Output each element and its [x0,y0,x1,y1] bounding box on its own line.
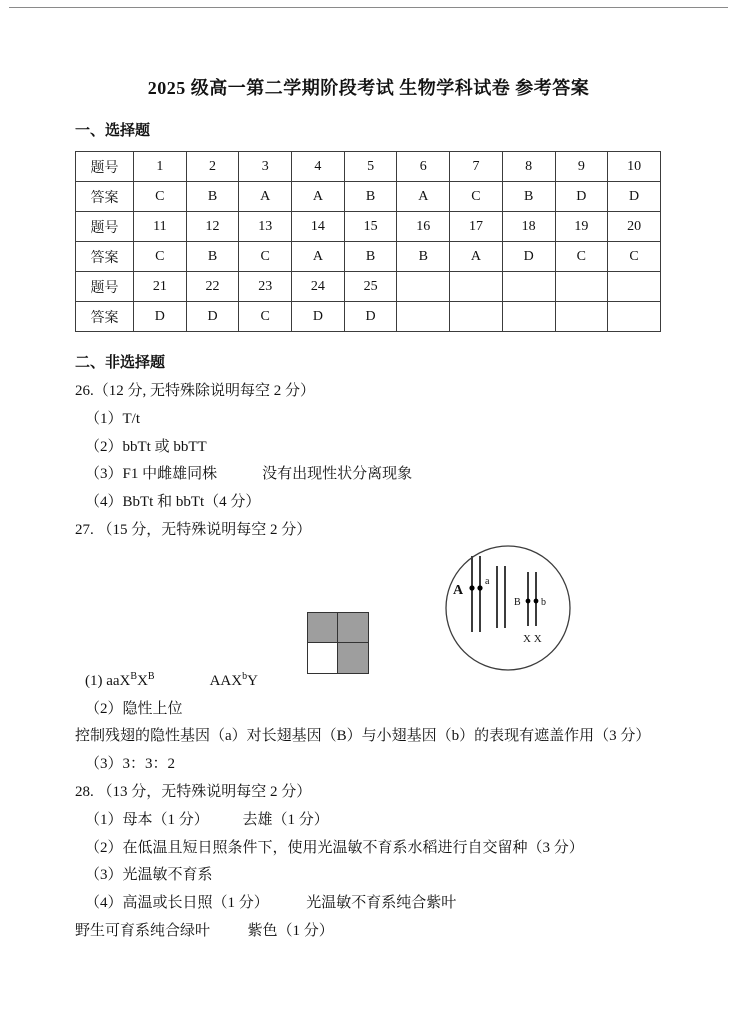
answer-cell: A [292,182,345,212]
answer-cell: 24 [292,272,345,302]
answer-cell: 5 [344,152,397,182]
answer-cell [397,302,450,332]
answer-cell: 10 [608,152,661,182]
answer-cell [555,302,608,332]
answer-cell [450,302,503,332]
answer-cell: 17 [450,212,503,242]
answer-cell: B [344,182,397,212]
answer-cell: 14 [292,212,345,242]
genotype-text: X [137,672,148,689]
question-28-header: 28. （13 分，无特殊说明每空 2 分） [75,783,312,800]
document-title: 2025 级高一第二学期阶段考试 生物学科试卷 参考答案 [147,78,590,98]
answer-cell: C [239,302,292,332]
answer-cell [608,302,661,332]
genotype-superscript: B [147,670,155,682]
answer-cell: B [502,182,555,212]
answer-cell: D [555,182,608,212]
genotype-text: (1) aaX [85,672,131,689]
q26-answer-4: （4）BbTt 和 bbTt（4 分） [85,494,261,511]
punnett-cell [338,613,368,643]
row-label-cell: 答案 [76,302,134,332]
punnett-cell [308,643,338,673]
row-label-cell: 题号 [76,152,134,182]
answer-cell: 18 [502,212,555,242]
gene-label-B: B [514,596,521,608]
answer-cell [555,272,608,302]
answer-cell: 11 [134,212,187,242]
answer-cell [397,272,450,302]
row-label-cell: 答案 [76,242,134,272]
answer-cell: 1 [134,152,187,182]
answer-cell: A [397,182,450,212]
question-27-header: 27. （15 分，无特殊说明每空 2 分） [75,521,312,538]
genotype-text: AAX [209,672,243,689]
answer-cell: 16 [397,212,450,242]
answer-cell: A [450,242,503,272]
answer-cell: 8 [502,152,555,182]
answer-cell: 12 [186,212,239,242]
q27-answer-2-note: 控制残翅的隐性基因（a）对长翅基因（B）与小翅基因（b）的表现有遮盖作用（3 分） [75,728,651,745]
answer-cell: C [555,242,608,272]
answer-cell: 13 [239,212,292,242]
answer-table-row [76,152,661,182]
answer-cell: 23 [239,272,292,302]
q27-answer-1 [75,670,663,690]
answer-cell: 15 [344,212,397,242]
chromosome-cell-figure [443,544,573,674]
answer-cell: 19 [555,212,608,242]
question-26-header: 26.（12 分, 无特殊除说明每空 2 分） [75,383,316,399]
q28-answer-1: （1）母本（1 分） 去雄（1 分） [85,811,329,828]
answer-cell: C [134,182,187,212]
page-top-rule [9,7,728,8]
answer-cell: B [186,242,239,272]
chromosome-label-xx: X X [523,632,542,645]
answer-cell: D [134,302,187,332]
row-label-cell: 题号 [76,272,134,302]
punnett-square [307,612,369,674]
answer-cell: 25 [344,272,397,302]
answer-cell: D [292,302,345,332]
chromosomes [472,556,536,632]
q28-answer-3: （3）光温敏不育系 [85,867,213,884]
answer-cell: 4 [292,152,345,182]
answer-cell: 20 [608,212,661,242]
q26-answer-3: （3）F1 中雌雄同株 没有出现性状分离现象 [85,466,413,483]
section-2-heading: 二、非选择题 [75,355,166,371]
answer-cell: C [608,242,661,272]
q27-figure-row [75,550,663,662]
answer-cell: 7 [450,152,503,182]
answer-cell: D [186,302,239,332]
answer-table [75,151,661,332]
punnett-cell [308,613,338,643]
answer-cell: 22 [186,272,239,302]
answer-cell: C [134,242,187,272]
answer-cell [608,272,661,302]
answer-table-row [76,302,661,332]
answer-cell: 6 [397,152,450,182]
q26-answer-2: （2）bbTt 或 bbTT [85,438,207,455]
q28-answer-4-continued: 野生可育系纯合绿叶 紫色（1 分） [75,922,334,939]
cell-membrane [446,546,570,670]
answer-cell: 21 [134,272,187,302]
q28-answer-2: （2）在低温且短日照条件下，使用光温敏不育系水稻进行自交留种（3 分） [85,839,584,856]
q28-answer-4: （4）高温或长日照（1 分） 光温敏不育系纯合紫叶 [85,895,457,912]
answer-table-row [76,242,661,272]
answer-cell: 3 [239,152,292,182]
answer-cell [502,302,555,332]
answer-table-body [76,152,661,332]
gene-label-a: a [485,575,490,587]
row-label-cell: 题号 [76,212,134,242]
answer-cell: C [239,242,292,272]
genotype-text: Y [247,672,258,689]
document-content [0,119,737,940]
q27-answer-2: （2）隐性上位 [85,700,183,717]
answer-cell [450,272,503,302]
genotype-superscript: B [130,670,138,682]
answer-cell: A [239,182,292,212]
section-1-heading: 一、选择题 [75,123,151,139]
answer-cell: 9 [555,152,608,182]
q27-answer-3: （3）3：3：2 [85,756,176,773]
q26-answer-1: （1）T/t [85,410,140,427]
answer-table-row [76,272,661,302]
answer-cell: D [502,242,555,272]
answer-cell: A [292,242,345,272]
punnett-cell [338,643,368,673]
row-label-cell: 答案 [76,182,134,212]
answer-table-row [76,182,661,212]
answer-cell: B [344,242,397,272]
answer-cell: D [344,302,397,332]
gene-label-b: b [541,596,546,608]
answer-table-row [76,212,661,242]
answer-cell: B [186,182,239,212]
answer-cell: C [450,182,503,212]
gene-label-A: A [453,582,464,598]
answer-cell: D [608,182,661,212]
genotype-superscript: b [242,670,248,682]
answer-cell: 2 [186,152,239,182]
answer-cell [502,272,555,302]
answer-cell: B [397,242,450,272]
